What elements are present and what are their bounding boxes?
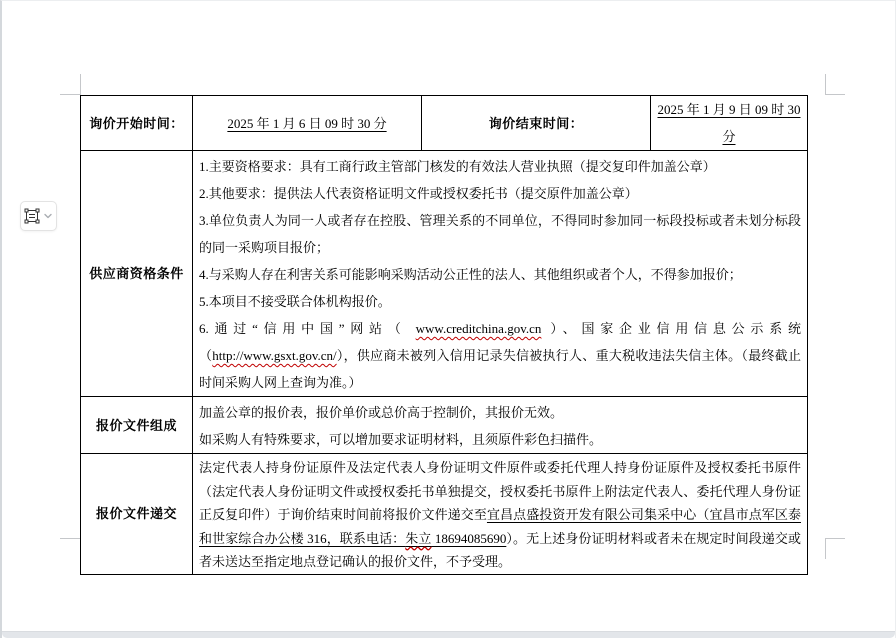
- underlined-run: 宜昌点盛投资开发有限公司集采中心（宜昌市点军区泰和世家综合办公楼 316，联系电话：: [199, 507, 801, 546]
- inquiry-table: [80, 95, 808, 575]
- paragraph: [199, 180, 801, 207]
- crop-mark-top-left-v: [80, 74, 81, 95]
- paragraph: [199, 426, 801, 453]
- inquiry-end-time-label: 询价结束时间：: [422, 96, 651, 151]
- crop-mark-bottom-right-h: [825, 538, 845, 539]
- underlined-run: 18694085690: [431, 530, 507, 546]
- crop-mark-top-right-v: [825, 74, 826, 95]
- table-row: [81, 454, 808, 575]
- table-select-widget[interactable]: [20, 201, 57, 231]
- text-run: ），供应商未被列入信用记录失信被执行人、重大税收违法失信主体。（最终截止时间采购人网上查询为准。）: [199, 348, 801, 390]
- quotation-submission-label: 报价文件递交: [81, 454, 193, 575]
- text-run: 6.通过“信用中国”网站（: [199, 321, 416, 336]
- inquiry-start-time-label: 询价开始时间：: [81, 96, 193, 151]
- paragraph: [199, 261, 801, 288]
- text-run: 1.主要资格要求：具有工商行政主管部门核发的有效法人营业执照（提交复印件加盖公章）: [199, 159, 716, 174]
- quotation-composition-label: 报价文件组成: [81, 397, 193, 454]
- paragraph: [199, 399, 801, 426]
- text-run: 3.单位负责人为同一人或者存在控股、管理关系的不同单位，不得同时参加同一标段投标或者未划分标段的同一采购项目报价；: [199, 213, 801, 255]
- spellcheck-flagged-run: http://www.gsxt.gov.cn/: [212, 348, 337, 363]
- text-run: 2.其他要求：提供法人代表资格证明文件或授权委托书（提交原件加盖公章）: [199, 186, 638, 201]
- underlined-run: 朱立: [405, 530, 432, 546]
- text-run: 4.与采购人存在利害关系可能影响采购活动公正性的法人、其他组织或者个人，不得参加报价；: [199, 267, 742, 282]
- inquiry-end-time-value: 2025 年 1 月 9 日 09 时 30 分: [651, 96, 808, 151]
- text-run: ）。无上述身份证明材料或者未在规定时间段递交或者未送达至指定地点登记确认的报价文件，不予受理。: [199, 530, 801, 569]
- text-run: 法定代表人持身份证原件及法定代表人身份证明文件原件或委托代理人持身份证原件及授权委托书原件（法定代表人身份证明文件或授权委托书单独提交，授权委托书原件上附法定代表人、委托代理人身份证正反复印件）于询价结束时间前将报价文件递交至: [199, 460, 801, 522]
- text-run: 加盖公章的报价表，报价单价或总价高于控制价，其报价无效。: [199, 405, 564, 420]
- text-run: 5.本项目不接受联合体机构报价。: [199, 294, 391, 309]
- table-row: [81, 397, 808, 454]
- supplier-qualification-content: [193, 151, 808, 397]
- table-row: [81, 151, 808, 397]
- crop-mark-bottom-left-h: [60, 538, 80, 539]
- quotation-composition-content: [193, 397, 808, 454]
- paragraph: [199, 288, 801, 315]
- paragraph: [199, 315, 801, 396]
- table-row: [81, 96, 808, 151]
- paragraph: [199, 456, 801, 574]
- crop-mark-bottom-right-v: [825, 538, 826, 559]
- spellcheck-flagged-run: www.creditchina.gov.cn: [415, 321, 542, 336]
- paragraph: [199, 153, 801, 180]
- paragraph: [199, 207, 801, 261]
- window-bottom-edge: [2, 631, 895, 638]
- crop-mark-top-right-h: [825, 94, 845, 95]
- chevron-down-icon[interactable]: [43, 211, 53, 221]
- crop-mark-top-left-h: [60, 94, 80, 95]
- text-run: ）、国家企业信用信息公示系统（: [199, 321, 801, 363]
- inquiry-start-time-value: 2025 年 1 月 6 日 09 时 30 分: [193, 96, 422, 151]
- quotation-submission-content: [193, 454, 808, 575]
- table-select-icon[interactable]: [24, 208, 40, 224]
- supplier-qualification-label: 供应商资格条件: [81, 151, 193, 397]
- text-run: 如采购人有特殊要求，可以增加要求证明材料，且须原件彩色扫描件。: [199, 432, 603, 447]
